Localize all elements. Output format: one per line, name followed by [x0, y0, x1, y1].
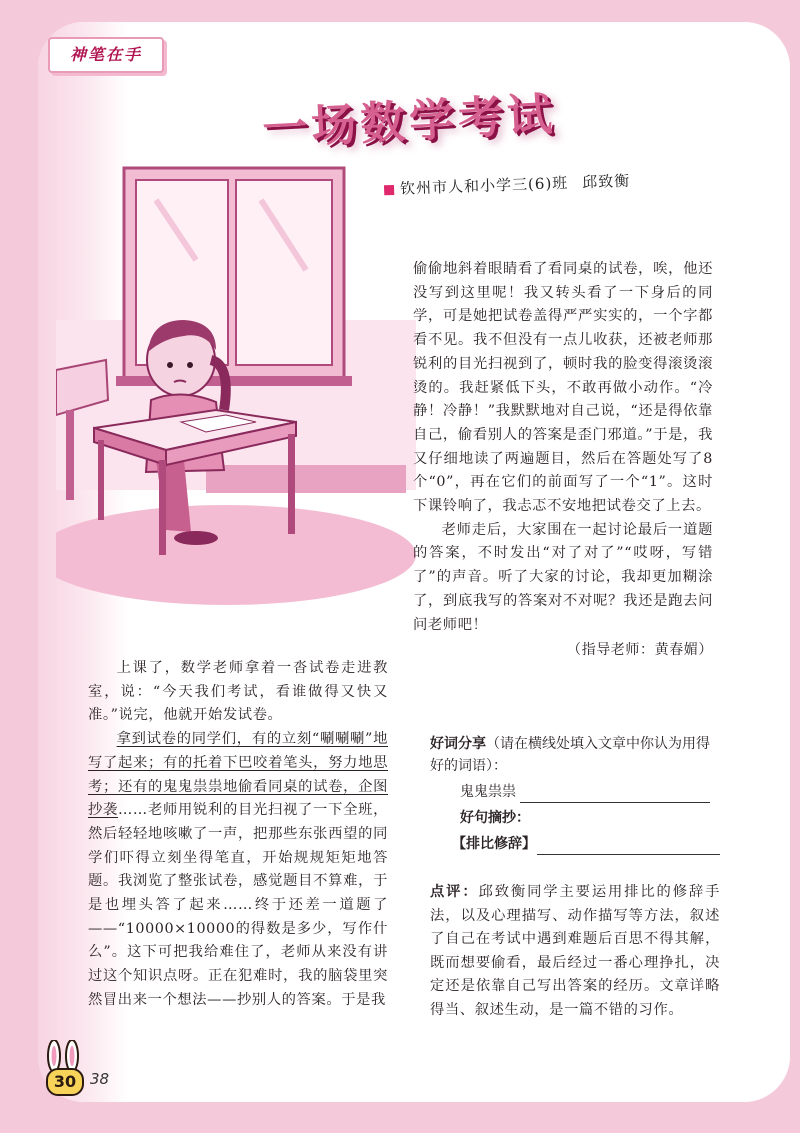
comment-label: 点评： [430, 884, 479, 900]
paragraph: 老师走后，大家围在一起讨论最后一道题的答案，不时发出“对了对了”“哎呀，写错了”的声音。听了大家的讨论，我却更加糊涂了，到底我写的答案对不对呢？我还是跑去问问老师吧！ [413, 521, 713, 633]
underlined-sentence: 拿到试卷的同学们，有的立刻“唰唰唰”地写了起来；有的托着下巴咬着笔头，努力地思考；还有的鬼鬼祟祟地偷看同桌的试卷，企图抄袭 [88, 731, 388, 819]
sentence-row [452, 833, 720, 855]
baseboard [206, 465, 406, 493]
fill-line[interactable] [520, 786, 710, 803]
column-tag [48, 37, 164, 73]
fill-line[interactable] [537, 838, 720, 855]
column-tag-label: 神笔在手 [69, 45, 142, 64]
teacher-comment [430, 881, 720, 1022]
article-title: 一场数学考试 [261, 87, 558, 156]
vocab-share-box [430, 733, 720, 855]
author-name: 邱致衡 [581, 171, 631, 192]
instructor-credit: （指导老师：黄春媚） [567, 642, 713, 659]
sentence-tag: 【排比修辞】 [452, 836, 536, 852]
left-column [88, 657, 388, 1013]
author-school: 钦州市人和小学三(6)班 [399, 173, 569, 198]
floor-shadow [56, 505, 416, 605]
paragraph [88, 728, 388, 1012]
share-instruction: （请在横线处填入文章中你认为用得好的词语）： [430, 736, 710, 774]
paragraph: 偷偷地斜着眼睛看了看同桌的试卷，唉，他还没写到这里呢！我又转头看了一下身后的同学，可是她把试卷盖得严严实实的，一个字都看不见。我不但没有一点儿收获，还被老师那锐利的目光扫视到了，顿时我的脸变得滚烫滚烫的。我赶紧低下头，不敢再做小动作。“冷静！冷静！”我默默地对自己说，“还是得依靠自己，偷看别人的答案是歪门邪道。”于是，我又仔细地读了两遍题目，然后在答题处写了8个“0”，再在它们的前面写了一个“1”。这时下课铃响了，我忐忑不安地把试卷交了上去。 [413, 261, 713, 515]
classroom-illustration [56, 160, 416, 610]
shared-word: 鬼鬼祟祟 [460, 784, 516, 800]
page-number: 30 [46, 1068, 84, 1096]
share-header [430, 733, 720, 777]
page-number-secondary: 38 [90, 1070, 110, 1088]
sentence-label: 好句摘抄： [460, 810, 530, 826]
right-column [413, 258, 713, 663]
paragraph: 上课了，数学老师拿着一沓试卷走进教室，说：“今天我们考试，看谁做得又快又准。”说完，他就开始发试卷。 [88, 660, 388, 724]
paragraph-rest: ……老师用锐利的目光扫视了一下全班，然后轻轻地咳嗽了一声，把那些东张西望的同学们吓得立刻坐得笔直，开始规规矩矩地答题。我浏览了整张试卷，感觉题目不算难，于是也埋头答了起来……终于还差一道题了——“10000×10000的得数是多少，写作什么”。这下可把我给难住了，老师从来没有讲过这个知识点呀。正在犯难时，我的脑袋里突然冒出来一个想法——抄别人的答案。于是我 [88, 802, 388, 1008]
share-label: 好词分享 [430, 736, 486, 752]
word-row [460, 781, 720, 803]
comment-text: 邱致衡同学主要运用排比的修辞手法，以及心理描写、动作描写等方法，叙述了自己在考试中遇到难题后百思不得其解，既而想要偷看，最后经过一番心理挣扎，决定还是依靠自己写出答案的经历。文章详略得当、叙述生动，是一篇不错的习作。 [430, 884, 720, 1018]
